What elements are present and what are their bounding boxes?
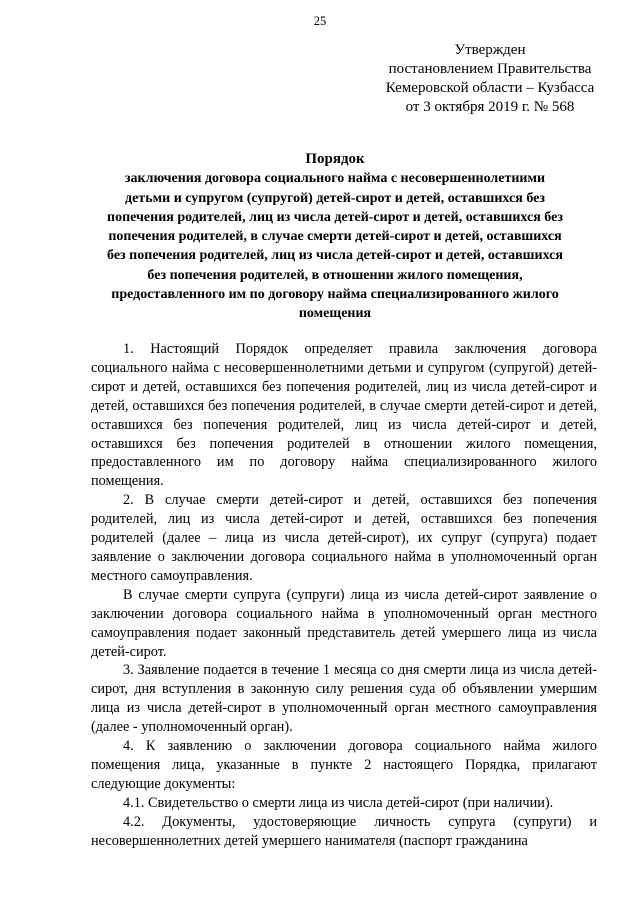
title-line: попечения родителей, в случае смерти детей-сирот и детей, оставшихся: [108, 229, 562, 245]
document-body: [91, 340, 597, 850]
document-title: [75, 150, 595, 324]
title-line: без попечения родителей, лиц из числа детей-сирот и детей, оставшихся: [107, 248, 563, 264]
title-line: без попечения родителей, в отношении жилого помещения,: [147, 267, 523, 283]
title-line: заключения договора социального найма с несовершеннолетними: [124, 171, 546, 187]
approval-stamp-block: [372, 41, 608, 117]
paragraph-2: 2. В случае смерти детей-сирот и детей, оставшихся без попечения родителей, лиц из числа детей-сирот и детей, оставшихся без попечения родителей (далее – лица из числа детей-сирот), их супруг (супруга) подает заявление о заключении договора социального найма в уполномоченный орган местного самоуправления.: [91, 492, 597, 584]
paragraph-4: 4. К заявлению о заключении договора социального найма жилого помещения лица, указанные в пункте 2 настоящего Порядка, прилагают следующие документы:: [91, 738, 597, 792]
approval-line: постановлением Правительства: [388, 61, 592, 77]
approval-line: от 3 октября 2019 г. № 568: [405, 99, 575, 115]
paragraph-3: 3. Заявление подается в течение 1 месяца со дня смерти лица из числа детей-сирот, дня вступления в законную силу решения суда об объявлении умершим лица из числа детей-сирот в уполномоченный орган местного самоуправления (далее - уполномоченный орган).: [91, 662, 597, 736]
title-line: помещения: [298, 306, 372, 322]
title-line: предоставленного им по договору найма специализированного жилого: [111, 287, 559, 303]
title-heading: Порядок: [305, 151, 365, 167]
paragraph-2-continued: В случае смерти супруга (супруги) лица из числа детей-сирот заявление о заключении договора социального найма в уполномоченный орган местного самоуправления подает законный представитель детей умершего лица из числа детей-сирот.: [91, 586, 597, 660]
approval-line: Кемеровской области – Кузбасса: [385, 80, 595, 96]
approval-line: Утвержден: [454, 42, 526, 58]
title-line: попечения родителей, лиц из числа детей-сирот и детей, оставшихся без: [107, 209, 563, 225]
title-line: детьми и супругом (супругой) детей-сирот и детей, оставшихся без: [125, 190, 545, 206]
paragraph-1: 1. Настоящий Порядок определяет правила заключения договора социального найма с несовершеннолетними детьми и супругом (супругой) детей-сирот и детей, оставшихся без попечения родителей, лиц из числа детей-сирот и детей, оставшихся без попечения родителей, в случае смерти детей-сирот и детей, оставшихся без попечения родителей, лиц из числа детей-сирот и детей, оставшихся без попечения родителей в отношении жилого помещения, предоставленного им по договору найма специализированного жилого помещения.: [91, 341, 597, 490]
paragraph-4-2: 4.2. Документы, удостоверяющие личность супруга (супруги) и несовершеннолетних детей умершего нанимателя (паспорт гражданина: [91, 813, 597, 849]
page-number: 25: [313, 14, 327, 28]
paragraph-4-1: 4.1. Свидетельство о смерти лица из числа детей-сирот (при наличии).: [123, 794, 554, 811]
